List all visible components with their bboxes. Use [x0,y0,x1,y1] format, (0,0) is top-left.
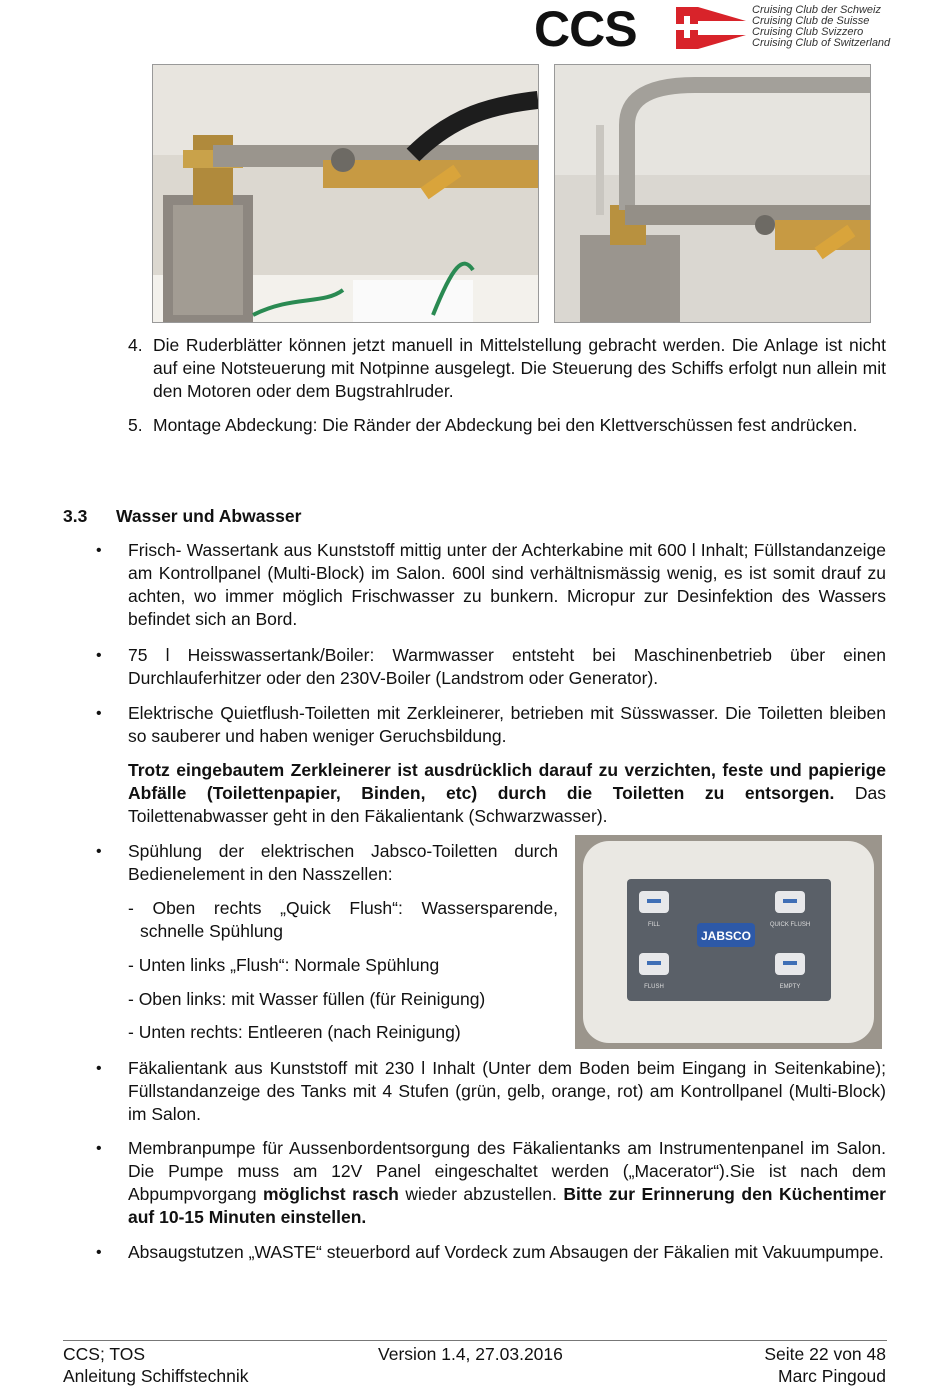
bullet-toilets: Elektrische Quietflush-Toiletten mit Zerkleinerer, betrieben mit Süsswasser. Die Toiletten bleiben so sauberer und haben weniger Geruchsbildung. [128,703,886,746]
sub-quick-flush: - Oben rechts „Quick Flush“: Wassersparende, schnelle Spühlung [128,898,558,941]
footer-version: Version 1.4, 27.03.2016 [378,1344,563,1364]
jabsco-panel-photo [575,835,882,1049]
bullet-icon: • [96,843,102,860]
bullet-macerator: Membranpumpe für Aussenbordentsorgung des Fäkalientanks am Instrumentenpanel im Salon. Die Pumpe muss am 12V Panel eingeschaltet werden („Macerator“).Sie ist nach dem Abpumpvorgang möglichst rasch wieder abzustellen. Bitte zur Erinnerung den Küchentimer auf 10-15 Minuten einstellen. [128,1138,886,1227]
footer-author: Marc Pingoud [778,1366,886,1386]
ccs-logo-text: CCS [534,1,637,57]
sub-fill: - Oben links: mit Wasser füllen (für Reinigung) [128,989,486,1009]
footer-left-2: Anleitung Schiffstechnik [63,1366,249,1386]
bullet-icon: • [96,542,102,559]
numbered-item-5: 5. Montage Abdeckung: Die Ränder der Abdeckung bei den Klettverschüssen fest andrücken. [128,415,858,435]
bullet-hot-water: 75 l Heisswassertank/Boiler: Warmwasser entsteht bei Maschinenbetrieb über einen Durchlauferhitzer oder den 230V-Boiler (Landstrom oder Generator). [128,645,886,688]
panel-label-flush: FLUSH [644,984,664,990]
steering-photo-left [152,64,539,323]
bullet-waste-fitting: Absaugstutzen „WASTE“ steuerbord auf Vordeck zum Absaugen der Fäkalien mit Vakuumpumpe. [128,1242,884,1262]
steering-photo-right [554,64,871,323]
bullet-icon: • [96,1060,102,1077]
bullet-icon: • [96,705,102,722]
club-names: Cruising Club der Schweiz Cruising Club de Suisse Cruising Club Svizzero Cruising Club of Switzerland [752,4,891,49]
bullet-icon: • [96,1244,102,1261]
bullet-fresh-water: Frisch- Wassertank aus Kunststoff mittig unter der Achterkabine mit 600 l Inhalt; Füllstandanzeige am Kontrollpanel (Multi-Block) im Salon. 600l sind verhältnismässig wenig, es ist somit drauf zu achten, wo immer möglich Frischwasser zu bunkern. Micropur zur Desinfektion des Wassers befindet sich an Bord. [128,540,886,629]
bullet-icon: • [96,1140,102,1157]
swiss-pennant-icon [676,7,746,49]
bullet-icon: • [96,647,102,664]
footer-page-number: Seite 22 von 48 [764,1344,886,1364]
panel-label-empty: EMPTY [779,984,801,990]
footer-left-1: CCS; TOS [63,1344,146,1364]
section-heading: 3.3 Wasser und Abwasser [63,506,302,526]
panel-label-quick-flush: QUICK FLUSH [769,922,811,928]
sub-flush: - Unten links „Flush“: Normale Spühlung [128,955,440,975]
numbered-item-4: 4. Die Ruderblätter können jetzt manuell in Mittelstellung gebracht werden. Die Anlage ist nicht auf eine Notsteuerung mit Notpinne ausgelegt. Die Steuerung des Schiffs erfolgt nun allein mit den Motoren oder dem Bugstrahlruder. [128,335,886,401]
panel-label-fill: FILL [647,922,661,928]
sub-empty: - Unten rechts: Entleeren (nach Reinigung) [128,1022,461,1042]
bullet-black-water-tank: Fäkalientank aus Kunststoff mit 230 l Inhalt (Unter dem Boden beim Eingang in Seitenkabine); Füllstandanzeige des Tanks mit 4 Stufen (grün, gelb, orange, rot) am Kontrollpanel (Multi-Block) im Salon. [128,1058,886,1124]
bullet-flush-control: Spühlung der elektrischen Jabsco-Toiletten durch Bedienelement in den Nasszellen: [128,841,558,884]
toilet-warning: Trotz eingebautem Zerkleinerer ist ausdrücklich darauf zu verzichten, feste und papierige Abfälle (Toilettenpapier, Binden, etc) durch die Toiletten zu entsorgen. Das Toilettenabwasser geht in den Fäkalientank (Schwarzwasser). [128,760,887,826]
footer-divider [63,1340,887,1341]
panel-brand: JABSCO [700,929,752,943]
